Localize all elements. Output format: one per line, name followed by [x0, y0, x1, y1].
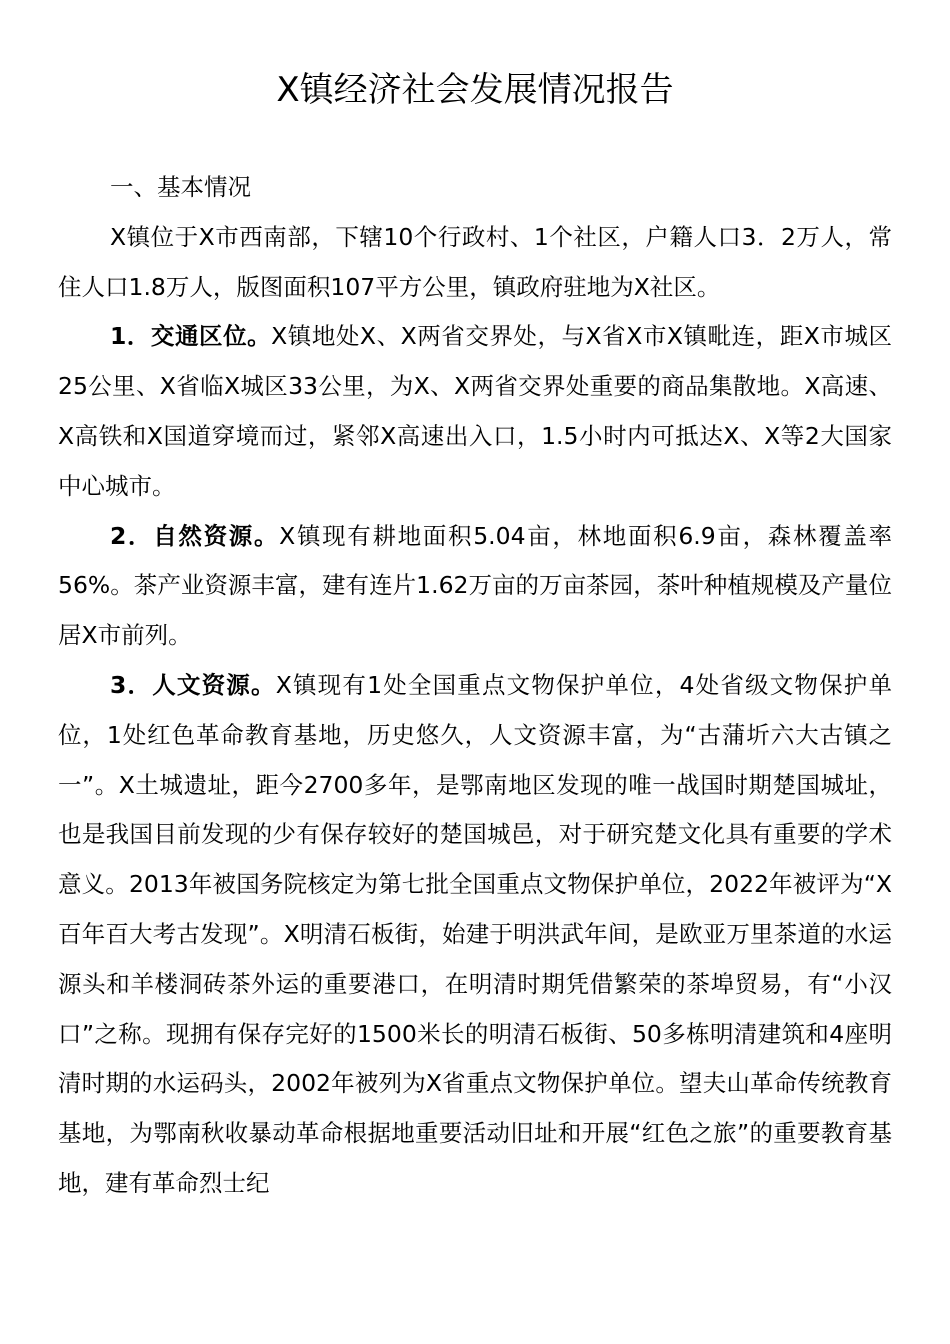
paragraph-lead: 1．交通区位。: [110, 322, 272, 351]
document-title: X镇经济社会发展情况报告: [276, 70, 674, 110]
paragraph-lead: 3．人文资源。: [110, 670, 276, 699]
document-body: [58, 163, 892, 1209]
paragraph-text: X镇现有耕地面积5.04亩，林地面积6.9亩，森林覆盖率56%。茶产业资源丰富，建有连片1.62万亩的万亩茶园，茶叶种植规模及产量位居X市前列。: [58, 521, 893, 650]
paragraph-text: X镇现有1处全国重点文物保护单位，4处省级文物保护单位，1处红色革命教育基地，历史悠久，人文资源丰富，为“古蒲圻六大古镇之一”。X土城遗址，距今2700多年，是鄂南地区发现的唯一战国时期楚国城址，也是我国目前发现的少有保存较好的楚国城邑，对于研究楚文化具有重要的学术意义。2013年被国务院核定为第七批全国重点文物保护单位，2022年被评为“X百年百大考古发现”。X明清石板街，始建于明洪武年间，是欧亚万里茶道的水运源头和羊楼洞砖茶外运的重要港口，在明清时期凭借繁荣的茶埠贸易，有“小汉口”之称。现拥有保存完好的1500米长的明清石板街、50多栋明清建筑和4座明清时期的水运码头，2002年被列为X省重点文物保护单位。望夫山革命传统教育基地，为鄂南秋收暴动革命根据地重要活动旧址和开展“红色之旅”的重要教育基地，建有革命烈士纪: [58, 670, 892, 1197]
paragraph-cultural-resources: [58, 661, 892, 1209]
paragraph-text: X镇地处X、X两省交界处，与X省X市X镇毗连，距X市城区25公里、X省临X城区33公里，为X、X两省交界处重要的商品集散地。X高速、X高铁和X国道穿境而过，紧邻X高速出入口，1.5小时内可抵达X、X等2大国家中心城市。: [58, 322, 892, 500]
intro-paragraph: X镇位于X市西南部，下辖10个行政村、1个社区，户籍人口3．2万人，常住人口1.8万人，版图面积107平方公里，镇政府驻地为X社区。: [58, 222, 892, 301]
paragraph-lead: 2．自然资源。: [110, 521, 280, 550]
section-heading: 一、基本情况: [110, 173, 251, 201]
paragraph-transport: [58, 312, 892, 511]
paragraph-natural-resources: [58, 512, 892, 661]
